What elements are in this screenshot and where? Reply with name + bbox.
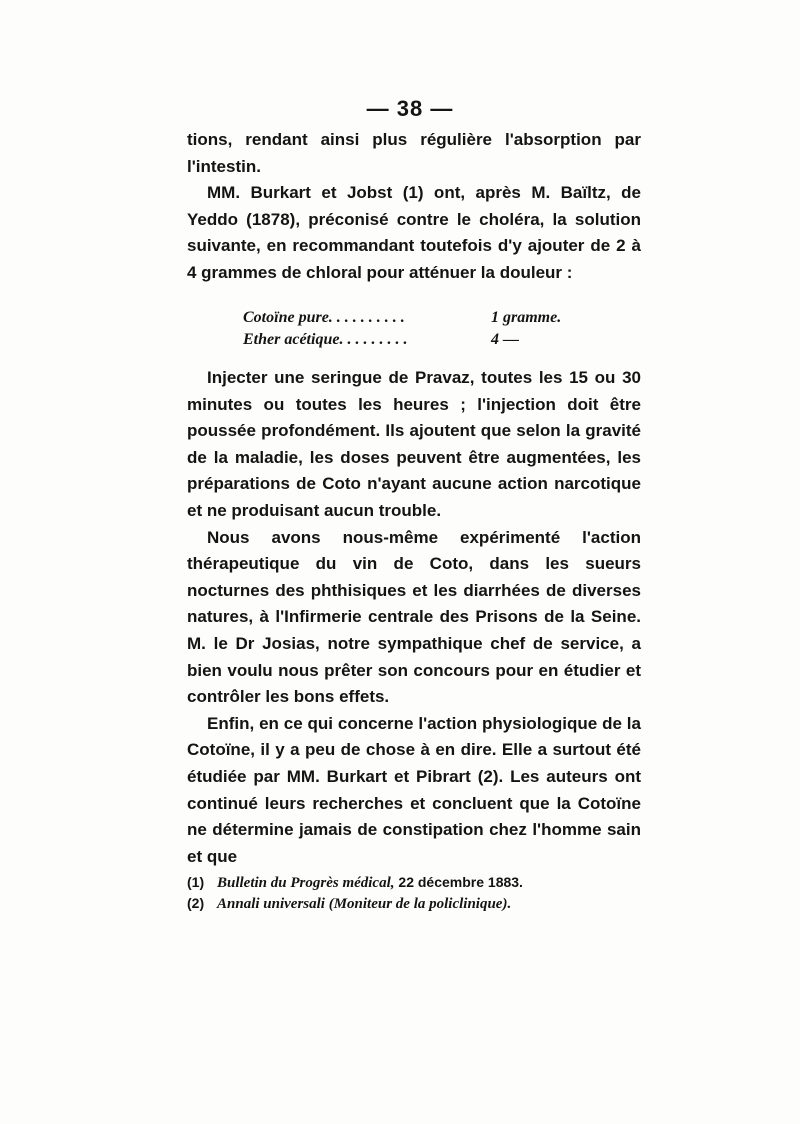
- recipe-table: [243, 307, 603, 351]
- recipe-quantity: 4 —: [491, 331, 519, 348]
- page-number: — 38 —: [366, 96, 454, 121]
- paragraph-4: Nous avons nous-même expérimenté l'action thérapeutique du vin de Coto, dans les sueurs nocturnes des phthisiques et les diarrhées de diverses natures, à l'Infirmerie centrale des Prisons de la Seine. M. le Dr Josias, notre sympathique chef de service, a bien voulu nous prêter son concours pour en étudier et contrôler les bons effets.: [187, 527, 641, 707]
- footnote: [187, 893, 641, 914]
- recipe-quantity: 1 gramme.: [491, 309, 562, 326]
- footnote-text: [217, 893, 511, 914]
- body-text-main: [187, 365, 641, 870]
- footnote-text: [217, 872, 523, 893]
- footnote-title: Bulletin du Progrès médical,: [217, 875, 395, 891]
- recipe-row: [243, 329, 603, 351]
- paragraph-2: MM. Burkart et Jobst (1) ont, après M. Baïltz, de Yeddo (1878), préconisé contre le choléra, la solution suivante, en recommandant toutefois d'y ajouter de 2 à 4 grammes de chloral pour atténuer la douleur :: [187, 183, 641, 282]
- footnote-title: Annali universali (Moniteur de la policlinique).: [217, 896, 512, 912]
- footnote-number: (1): [187, 874, 205, 890]
- recipe-row: [243, 307, 603, 329]
- recipe-ingredient: Ether acétique. . . . . . . . .: [243, 331, 408, 348]
- paragraph-5: Enfin, en ce qui concerne l'action physiologique de la Cotoïne, il y a peu de chose à en dire. Elle a surtout été étudiée par MM. Burkart et Pibrart (2). Les auteurs ont continué leurs recherches et concluent que la Cotoïne ne détermine jamais de constipation chez l'homme sain et que: [187, 713, 641, 866]
- footnotes: [187, 872, 641, 914]
- body-text-top: [187, 127, 641, 287]
- footnote: [187, 872, 641, 893]
- paragraph-3: Injecter une seringue de Pravaz, toutes les 15 ou 30 minutes ou toutes les heures ; l'injection doit être poussée profondément. Ils ajoutent que selon la gravité de la maladie, les doses peuvent être augmentées, les préparations de Coto n'ayant aucune action narcotique et ne produisant aucun trouble.: [187, 368, 641, 520]
- footnote-detail: 22 décembre 1883.: [394, 874, 523, 890]
- recipe-ingredient: Cotoïne pure. . . . . . . . . .: [243, 309, 405, 326]
- paragraph-1: tions, rendant ainsi plus régulière l'absorption par l'intestin.: [187, 130, 641, 176]
- footnote-number: (2): [187, 895, 205, 911]
